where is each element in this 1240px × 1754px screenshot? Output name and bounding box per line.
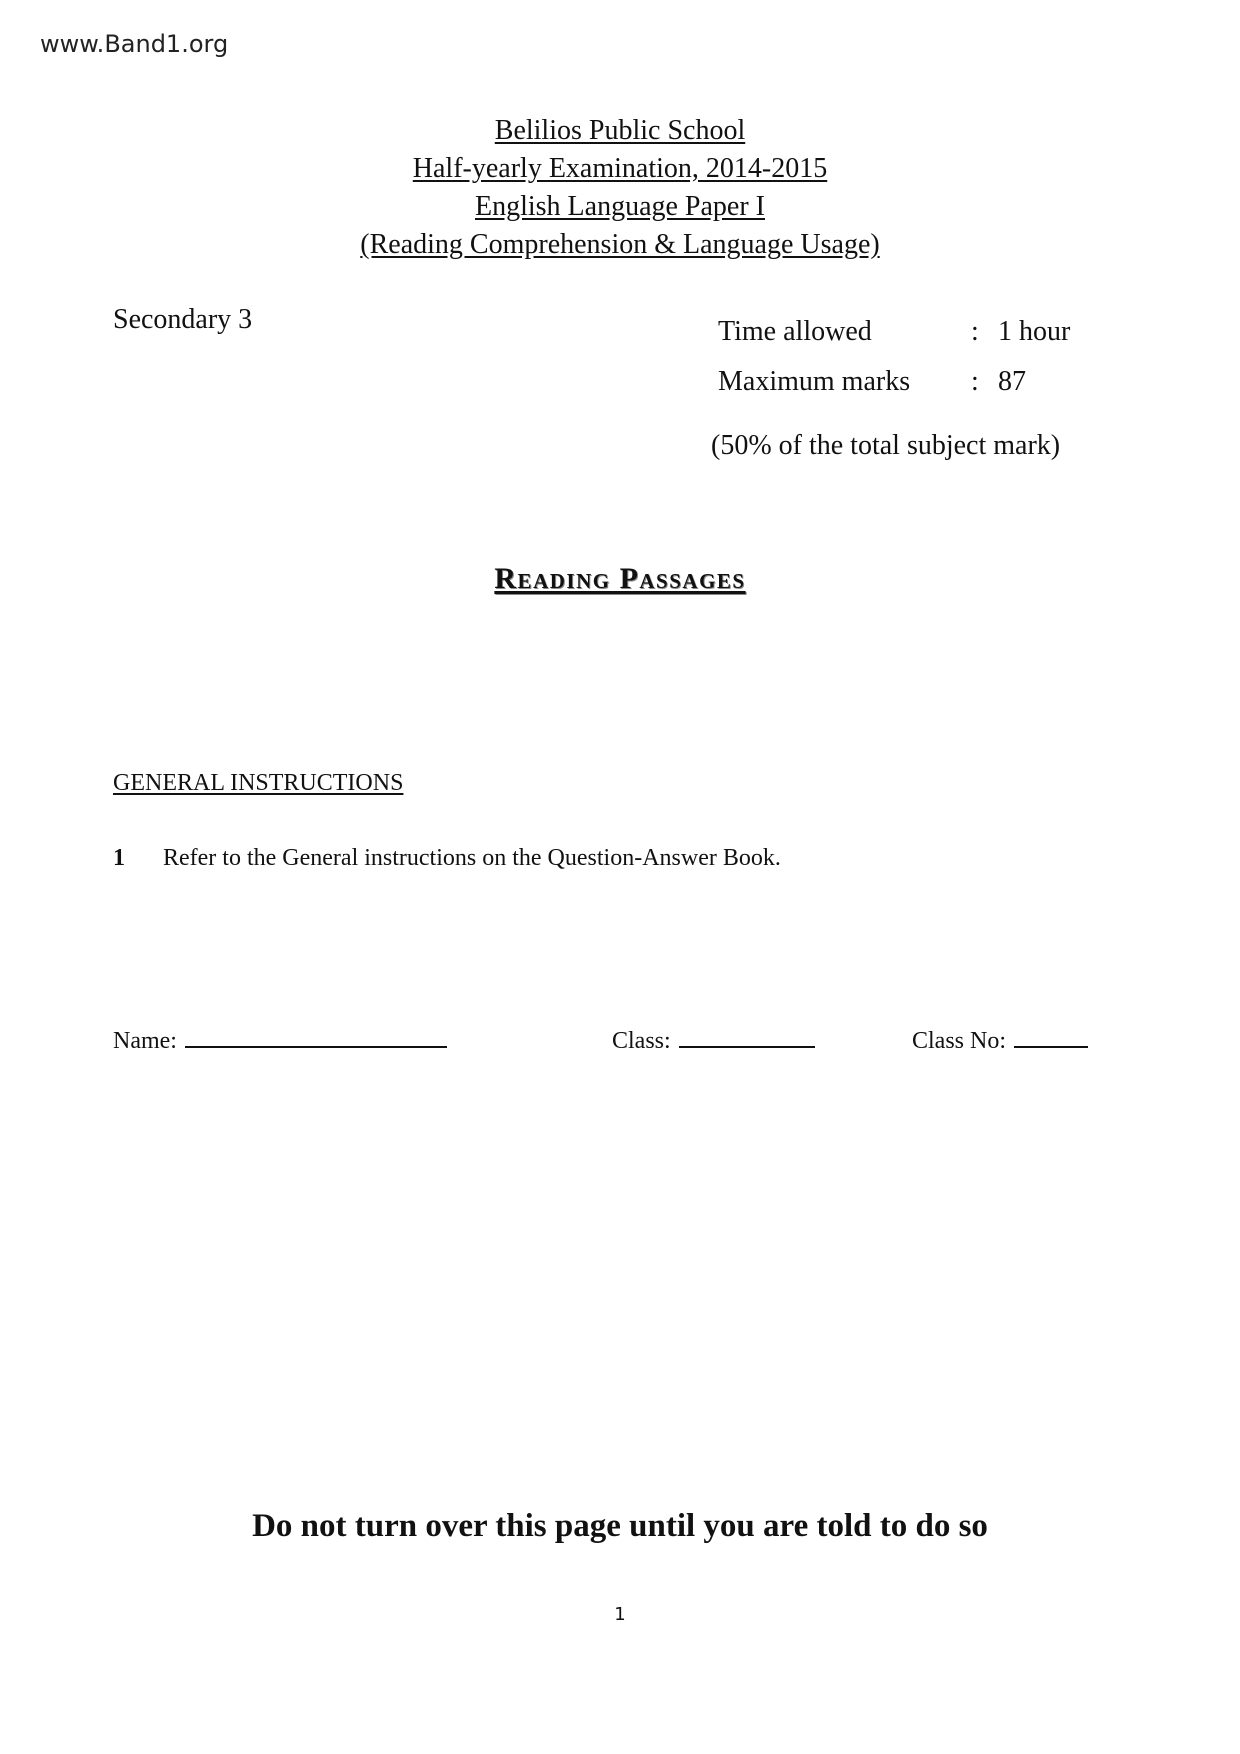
maximum-marks-value: 87: [998, 366, 1026, 397]
maximum-marks-label: Maximum marks: [718, 366, 911, 397]
instruction-text: Refer to the General instructions on the Question-Answer Book.: [163, 845, 781, 871]
instructions-heading: GENERAL INSTRUCTIONS: [113, 770, 404, 796]
level-label: Secondary 3: [113, 304, 253, 335]
exam-header: [0, 112, 1240, 264]
section-title: Reading Passages: [494, 562, 746, 595]
class-no-blank-line[interactable]: [1014, 1024, 1088, 1048]
instruction-number: 1: [113, 845, 125, 871]
time-allowed-colon: :: [971, 316, 979, 347]
paper-subtitle: (Reading Comprehension & Language Usage): [360, 229, 880, 260]
class-blank-line[interactable]: [679, 1024, 815, 1048]
class-no-label: Class No:: [912, 1028, 1007, 1054]
exam-title: Half-yearly Examination, 2014-2015: [412, 153, 828, 184]
paper-title: English Language Paper I: [474, 191, 766, 222]
watermark-url: www.Band1.org: [40, 30, 229, 58]
class-field: [612, 1024, 815, 1055]
name-field: [113, 1024, 447, 1055]
class-no-field: [912, 1024, 1088, 1055]
marks-note: (50% of the total subject mark): [711, 430, 1061, 461]
name-blank-line[interactable]: [185, 1024, 447, 1048]
maximum-marks-colon: :: [971, 366, 979, 397]
warning-text: Do not turn over this page until you are told to do so: [252, 1508, 988, 1544]
time-allowed-value: 1 hour: [998, 316, 1071, 347]
name-label: Name:: [113, 1028, 177, 1054]
time-allowed-label: Time allowed: [718, 316, 872, 347]
page-number: 1: [614, 1604, 626, 1625]
instruction-item: [113, 845, 781, 872]
school-name: Belilios Public School: [494, 115, 746, 146]
class-label: Class:: [612, 1028, 671, 1054]
